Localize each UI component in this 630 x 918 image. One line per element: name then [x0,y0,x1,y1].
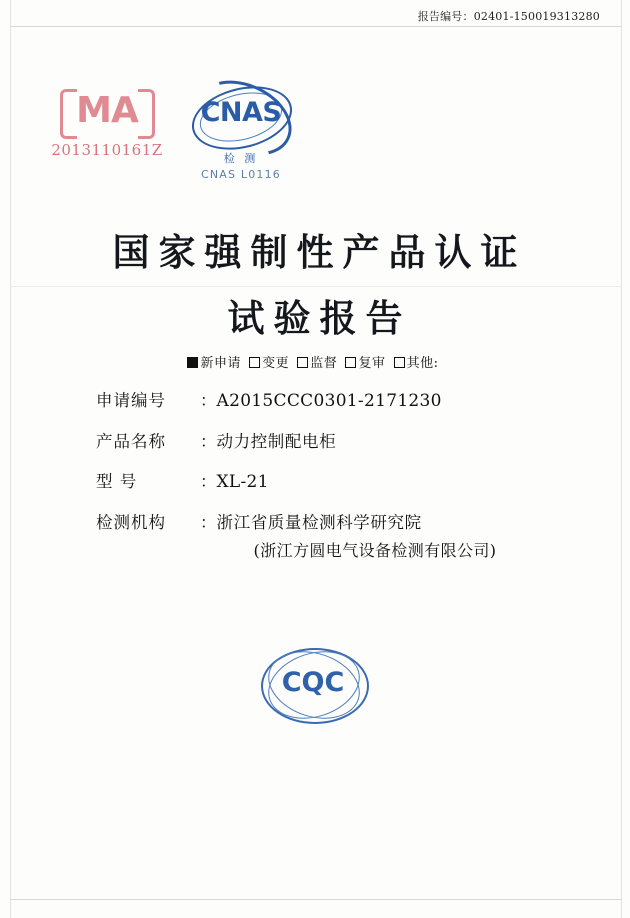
scan-edge-top [10,26,622,27]
cma-bracket-left-icon [60,89,77,139]
field-label: 型 号 [96,471,138,491]
checkbox-box-icon [249,357,260,368]
checkbox-box-icon [187,357,198,368]
checkbox-label: 变更 [262,356,290,371]
checkbox-supervision[interactable] [297,352,337,371]
cma-logo [42,88,172,159]
field-value: XL-21 [216,471,269,492]
field-value: 浙江省质量检测科学研究院 [216,512,422,532]
field-label: 检测机构 [96,512,166,532]
field-label: 产品名称 [96,431,166,451]
cnas-mark-icon [186,80,296,154]
cnas-sub-chinese: 检 测 [223,152,259,165]
cnas-accreditation-code: CNAS L0116 [200,168,282,181]
checkbox-box-icon [297,357,308,368]
field-model [96,473,566,492]
field-colon: ： [200,471,217,491]
page-title: 国家强制性产品认证 [112,230,527,274]
checkbox-label: 其他: [406,356,439,371]
checkbox-box-icon [394,357,405,368]
checkbox-other[interactable] [394,352,439,371]
field-label: 申请编号 [96,391,166,410]
logo-row [0,80,630,190]
cma-letters: MA [76,90,138,131]
page-subtitle: 试验报告 [227,296,412,340]
checkbox-label: 新申请 [200,356,241,371]
field-colon: ： [200,391,217,410]
report-number: 报告编号：02401-150019313280 [417,10,600,23]
checkbox-new-application[interactable] [187,352,241,371]
testing-organization-subsidiary: (浙江方圆电气设备检测有限公司) [253,540,497,560]
checkbox-label: 监督 [310,356,338,371]
cqc-letters: CQC [281,667,345,698]
field-colon: ： [200,512,217,532]
application-type-checkbox-row [0,352,630,371]
field-product-name [96,433,566,451]
cqc-logo [261,648,369,726]
checkbox-change[interactable] [249,352,289,371]
cma-bracket-right-icon [138,89,155,139]
cma-mark-icon [60,88,155,134]
cnas-letters: CNAS [200,97,282,128]
field-value: 动力控制配电柜 [216,431,337,451]
report-fields [96,392,566,579]
checkbox-label: 复审 [358,356,386,371]
field-colon: ： [200,431,217,451]
field-value: A2015CCC0301-2171230 [216,391,442,411]
cma-certificate-code: 2013110161Z [51,141,163,159]
scan-hairline [10,286,622,287]
scan-edge-bottom [10,899,622,900]
checkbox-review[interactable] [345,352,385,371]
field-testing-organization [96,514,566,532]
checkbox-box-icon [345,357,356,368]
field-application-number [96,392,566,411]
cnas-logo [176,80,306,181]
